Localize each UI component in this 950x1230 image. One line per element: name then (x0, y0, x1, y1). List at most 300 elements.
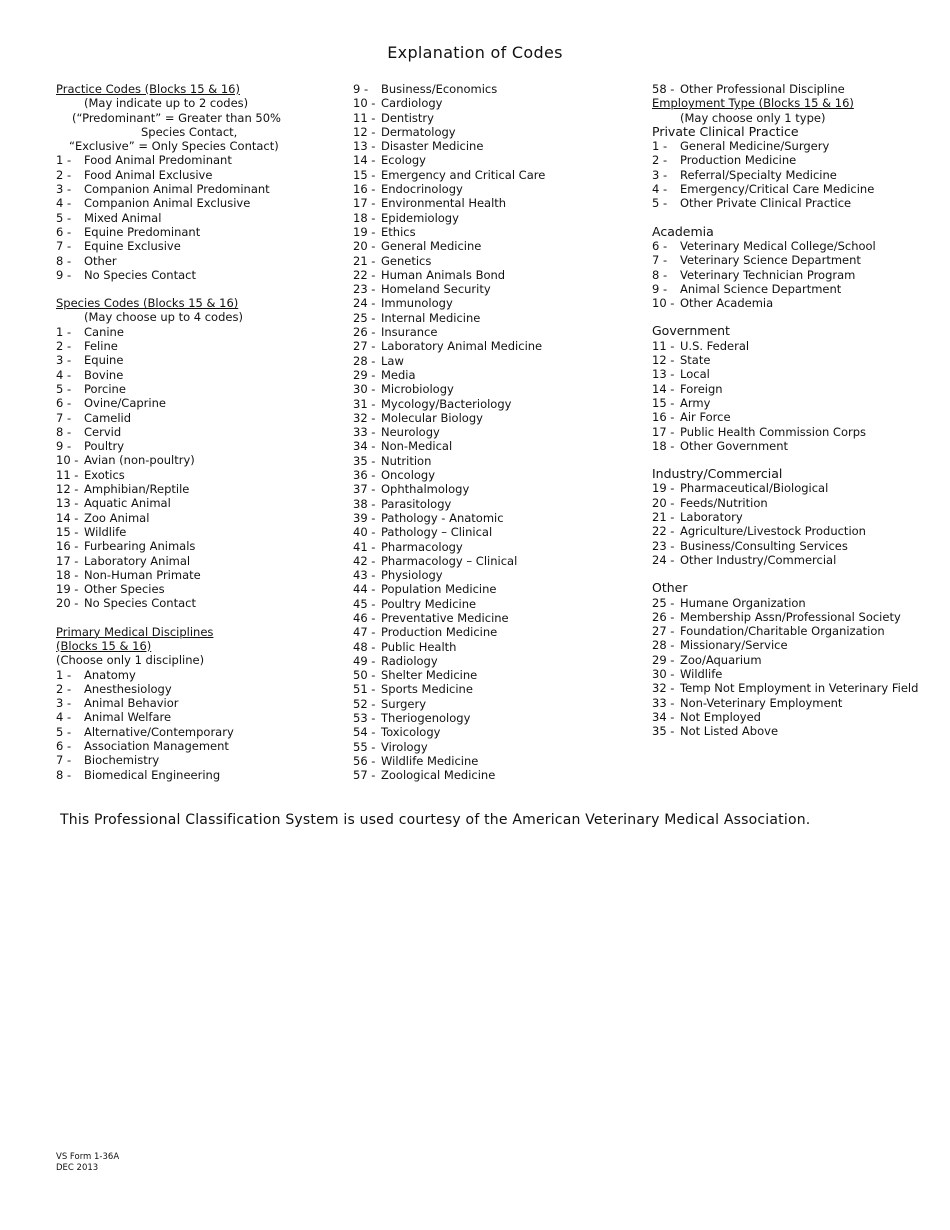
code-number: 35 - (652, 724, 675, 739)
code-label: Feline (84, 339, 118, 354)
code-number: 50 - (353, 668, 376, 683)
code-label: Anatomy (84, 667, 136, 682)
code-item (652, 139, 937, 153)
code-item (652, 410, 937, 424)
code-item (353, 282, 638, 296)
practice-note: Species Contact, (141, 124, 238, 139)
code-label: Pharmacology (381, 539, 463, 554)
code-item (652, 596, 937, 610)
code-number: 22 - (353, 267, 376, 282)
code-number: 8 - (652, 267, 668, 282)
employment-header: Employment Type (Blocks 15 & 16) (652, 96, 854, 111)
code-number: 27 - (652, 624, 675, 639)
code-number: 28 - (353, 353, 376, 368)
code-number: 32 - (652, 681, 675, 696)
code-number: 40 - (353, 525, 376, 540)
code-item (353, 540, 638, 554)
code-label: Virology (381, 739, 428, 754)
code-label: Shelter Medicine (381, 668, 478, 683)
code-label: Mixed Animal (84, 210, 162, 225)
code-item (56, 753, 331, 767)
code-item (56, 468, 331, 482)
code-item (56, 211, 331, 225)
species-codes-list (56, 325, 331, 611)
code-number: 1 - (652, 139, 668, 154)
code-item (353, 439, 638, 453)
code-item (652, 496, 937, 510)
code-item (353, 111, 638, 125)
code-item (56, 425, 331, 439)
code-item (353, 311, 638, 325)
code-label: Zoological Medicine (381, 768, 496, 783)
code-item (353, 354, 638, 368)
code-number: 14 - (652, 381, 675, 396)
code-number: 9 - (56, 439, 72, 454)
code-item (353, 454, 638, 468)
code-label: Cervid (84, 424, 122, 439)
form-date: DEC 2013 (56, 1163, 99, 1173)
code-item (56, 511, 331, 525)
code-number: 7 - (56, 753, 72, 768)
code-number: 21 - (652, 510, 675, 525)
code-label: Pharmaceutical/Biological (680, 481, 829, 496)
code-item (56, 182, 331, 196)
code-number: 16 - (652, 410, 675, 425)
code-label: Insurance (381, 325, 438, 340)
code-item (353, 397, 638, 411)
code-number: 24 - (652, 552, 675, 567)
code-label: Feeds/Nutrition (680, 495, 768, 510)
code-item (353, 525, 638, 539)
code-label: Oncology (381, 468, 436, 483)
code-label: Biomedical Engineering (84, 767, 221, 782)
code-number: 18 - (652, 438, 675, 453)
code-number: 26 - (353, 325, 376, 340)
code-label: Humane Organization (680, 595, 806, 610)
code-item (353, 682, 638, 696)
code-label: Missionary/Service (680, 638, 788, 653)
code-item (652, 638, 937, 652)
code-number: 4 - (652, 182, 668, 197)
code-label: Food Animal Exclusive (84, 167, 213, 182)
code-label: Bovine (84, 367, 124, 382)
code-label: Surgery (381, 696, 427, 711)
code-number: 35 - (353, 453, 376, 468)
code-label: Other Industry/Commercial (680, 552, 837, 567)
species-note: (May choose up to 4 codes) (84, 310, 243, 325)
code-label: Referral/Specialty Medicine (680, 167, 837, 182)
code-label: Local (680, 367, 710, 382)
code-label: Emergency/Critical Care Medicine (680, 182, 875, 197)
code-label: Ethics (381, 224, 416, 239)
code-number: 14 - (353, 153, 376, 168)
code-label: Pathology - Anatomic (381, 510, 504, 525)
code-label: Disaster Medicine (381, 139, 484, 154)
code-label: Animal Science Department (680, 281, 842, 296)
code-label: Foreign (680, 381, 723, 396)
column-1 (56, 82, 331, 782)
employment-group-title: Government (652, 323, 730, 339)
code-number: 26 - (652, 609, 675, 624)
code-label: Temp Not Employment in Veterinary Field (680, 681, 919, 696)
code-item (353, 611, 638, 625)
code-number: 12 - (56, 482, 79, 497)
disciplines-note: (Choose only 1 discipline) (56, 653, 205, 668)
code-number: 12 - (353, 124, 376, 139)
code-number: 19 - (652, 481, 675, 496)
employment-group-title: Other (652, 580, 688, 596)
code-label: Other Academia (680, 296, 774, 311)
code-item (353, 668, 638, 682)
code-number: 24 - (353, 296, 376, 311)
code-label: Companion Animal Exclusive (84, 196, 251, 211)
code-number: 58 - (652, 82, 675, 96)
code-item (652, 282, 937, 296)
code-item (652, 510, 937, 524)
code-number: 41 - (353, 539, 376, 554)
code-label: Equine Exclusive (84, 239, 181, 254)
code-number: 29 - (353, 367, 376, 382)
column-2 (353, 82, 638, 783)
code-label: General Medicine/Surgery (680, 139, 830, 154)
code-item (353, 196, 638, 210)
code-label: Business/Consulting Services (680, 538, 848, 553)
disciplines-list-part-2 (353, 82, 638, 783)
code-item (353, 425, 638, 439)
code-item (353, 468, 638, 482)
code-item (56, 696, 331, 710)
code-number: 11 - (652, 338, 675, 353)
code-number: 9 - (56, 267, 72, 282)
code-number: 8 - (56, 767, 72, 782)
code-item (353, 711, 638, 725)
code-item (353, 768, 638, 782)
code-label: Animal Welfare (84, 710, 172, 725)
code-label: Ovine/Caprine (84, 396, 166, 411)
practice-codes-header: Practice Codes (Blocks 15 & 16) (56, 82, 240, 96)
code-label: Physiology (381, 568, 443, 583)
code-label: Parasitology (381, 496, 452, 511)
code-label: Air Force (680, 410, 731, 425)
code-label: General Medicine (381, 239, 482, 254)
code-number: 7 - (56, 410, 72, 425)
code-item (652, 553, 937, 567)
disciplines-section (56, 625, 331, 782)
code-item (353, 168, 638, 182)
code-number: 17 - (353, 196, 376, 211)
code-label: Other Private Clinical Practice (680, 196, 852, 211)
code-number: 3 - (652, 167, 668, 182)
disciplines-header: Primary Medical Disciplines (56, 624, 214, 639)
code-number: 17 - (56, 553, 79, 568)
code-item (652, 710, 937, 724)
courtesy-note: This Professional Classification System is used courtesy of the American Veterinary Medical Association. (60, 812, 811, 828)
code-item (56, 368, 331, 382)
code-item (353, 254, 638, 268)
code-number: 13 - (353, 139, 376, 154)
code-item (652, 724, 937, 738)
code-number: 6 - (56, 224, 72, 239)
code-number: 16 - (56, 539, 79, 554)
code-number: 10 - (353, 96, 376, 111)
code-label: Food Animal Predominant (84, 153, 232, 168)
code-number: 25 - (353, 310, 376, 325)
code-number: 1 - (56, 667, 72, 682)
code-item (353, 339, 638, 353)
code-label: Canine (84, 324, 124, 339)
employment-section (652, 96, 937, 738)
code-item (56, 168, 331, 182)
code-label: Pharmacology – Clinical (381, 553, 518, 568)
code-number: 21 - (353, 253, 376, 268)
code-label: Laboratory Animal Medicine (381, 339, 543, 354)
code-label: Furbearing Animals (84, 539, 196, 554)
code-label: Neurology (381, 425, 440, 440)
code-label: Media (381, 367, 416, 382)
code-item (353, 96, 638, 110)
practice-codes-list (56, 153, 331, 282)
code-label: Camelid (84, 410, 132, 425)
code-number: 5 - (56, 381, 72, 396)
code-item (56, 496, 331, 510)
code-item (56, 539, 331, 553)
code-item (56, 411, 331, 425)
code-label: Not Employed (680, 709, 761, 724)
code-label: Theriogenology (381, 711, 471, 726)
code-number: 34 - (353, 439, 376, 454)
code-label: Cardiology (381, 96, 443, 111)
code-item (56, 682, 331, 696)
code-item (652, 153, 937, 167)
code-item (56, 325, 331, 339)
code-number: 39 - (353, 510, 376, 525)
code-number: 5 - (56, 210, 72, 225)
code-item (353, 640, 638, 654)
code-label: Homeland Security (381, 282, 491, 297)
code-label: Equine Predominant (84, 224, 201, 239)
code-number: 27 - (353, 339, 376, 354)
code-item (353, 296, 638, 310)
code-number: 56 - (353, 753, 376, 768)
code-label: Veterinary Medical College/School (680, 238, 876, 253)
code-label: Endocrinology (381, 182, 463, 197)
code-label: Wildlife Medicine (381, 753, 479, 768)
code-label: Microbiology (381, 382, 454, 397)
code-label: Dermatology (381, 124, 456, 139)
code-label: Law (381, 353, 404, 368)
code-number: 34 - (652, 709, 675, 724)
code-label: Foundation/Charitable Organization (680, 624, 885, 639)
code-number: 8 - (56, 424, 72, 439)
code-label: Human Animals Bond (381, 267, 506, 282)
code-item (353, 239, 638, 253)
code-item (353, 554, 638, 568)
code-number: 53 - (353, 711, 376, 726)
code-number: 8 - (56, 253, 72, 268)
code-number: 11 - (56, 467, 79, 482)
code-item (353, 482, 638, 496)
code-label: Business/Economics (381, 82, 498, 96)
code-number: 54 - (353, 725, 376, 740)
code-label: Not Listed Above (680, 724, 779, 739)
code-number: 7 - (56, 239, 72, 254)
code-label: Genetics (381, 253, 432, 268)
code-label: Equine (84, 353, 124, 368)
code-number: 15 - (652, 395, 675, 410)
code-item (353, 511, 638, 525)
code-label: Other Professional Discipline (680, 82, 845, 96)
code-number: 37 - (353, 482, 376, 497)
code-label: Avian (non-poultry) (84, 453, 195, 468)
code-number: 28 - (652, 638, 675, 653)
code-label: Association Management (84, 739, 229, 754)
code-number: 51 - (353, 682, 376, 697)
code-item (652, 82, 937, 96)
code-number: 3 - (56, 353, 72, 368)
code-label: Ecology (381, 153, 426, 168)
code-number: 9 - (353, 82, 369, 96)
code-item (56, 268, 331, 282)
code-number: 5 - (56, 724, 72, 739)
code-item (652, 196, 937, 210)
code-number: 7 - (652, 253, 668, 268)
code-item (56, 710, 331, 724)
code-number: 1 - (56, 324, 72, 339)
code-number: 6 - (652, 238, 668, 253)
code-label: Mycology/Bacteriology (381, 396, 512, 411)
code-item (353, 725, 638, 739)
code-item (353, 497, 638, 511)
code-number: 15 - (56, 524, 79, 539)
code-number: 19 - (353, 224, 376, 239)
code-number: 10 - (56, 453, 79, 468)
employment-group-title: Industry/Commercial (652, 466, 783, 482)
code-item (56, 239, 331, 253)
code-number: 9 - (652, 281, 668, 296)
code-number: 23 - (353, 282, 376, 297)
code-item (652, 667, 937, 681)
code-label: Army (680, 395, 711, 410)
code-label: Biochemistry (84, 753, 160, 768)
code-item (56, 382, 331, 396)
code-item (353, 697, 638, 711)
disciplines-header-blocks: (Blocks 15 & 16) (56, 638, 152, 653)
code-number: 48 - (353, 639, 376, 654)
employment-groups (652, 125, 937, 739)
code-number: 55 - (353, 739, 376, 754)
code-number: 6 - (56, 739, 72, 754)
code-item (353, 625, 638, 639)
code-number: 3 - (56, 182, 72, 197)
code-item (353, 597, 638, 611)
code-item (652, 182, 937, 196)
code-label: Porcine (84, 381, 126, 396)
code-label: Radiology (381, 653, 438, 668)
code-item (56, 768, 331, 782)
code-item (652, 268, 937, 282)
column-3 (652, 82, 937, 738)
code-label: Poultry (84, 439, 125, 454)
form-identifier (56, 1152, 119, 1174)
code-item (56, 668, 331, 682)
code-number: 5 - (652, 196, 668, 211)
code-number: 4 - (56, 367, 72, 382)
code-label: U.S. Federal (680, 338, 750, 353)
code-item (652, 524, 937, 538)
code-label: Ophthalmology (381, 482, 470, 497)
code-item (353, 211, 638, 225)
code-number: 31 - (353, 396, 376, 411)
code-label: Wildlife (84, 524, 127, 539)
practice-note: “Exclusive” = Only Species Contact) (69, 139, 279, 154)
code-number: 17 - (652, 424, 675, 439)
code-number: 12 - (652, 353, 675, 368)
code-number: 25 - (652, 595, 675, 610)
code-number: 6 - (56, 396, 72, 411)
code-number: 43 - (353, 568, 376, 583)
code-number: 49 - (353, 653, 376, 668)
species-codes-header: Species Codes (Blocks 15 & 16) (56, 296, 239, 311)
code-number: 4 - (56, 710, 72, 725)
code-number: 33 - (652, 695, 675, 710)
code-number: 52 - (353, 696, 376, 711)
code-item (652, 396, 937, 410)
code-number: 29 - (652, 652, 675, 667)
code-item (56, 254, 331, 268)
code-item (56, 568, 331, 582)
code-item (56, 725, 331, 739)
code-number: 47 - (353, 625, 376, 640)
code-number: 36 - (353, 468, 376, 483)
form-number: VS Form 1-36A (56, 1152, 120, 1162)
code-number: 46 - (353, 610, 376, 625)
disciplines-list-part-1 (56, 668, 331, 782)
code-number: 15 - (353, 167, 376, 182)
code-label: Public Health Commission Corps (680, 424, 867, 439)
code-label: No Species Contact (84, 596, 196, 611)
code-item (353, 382, 638, 396)
code-item (652, 481, 937, 495)
code-number: 33 - (353, 425, 376, 440)
code-item (56, 196, 331, 210)
code-item (353, 368, 638, 382)
code-item (56, 596, 331, 610)
disciplines-list-part-3 (652, 82, 937, 96)
code-number: 2 - (56, 681, 72, 696)
code-item (56, 525, 331, 539)
code-item (652, 439, 937, 453)
code-label: Companion Animal Predominant (84, 182, 270, 197)
code-item (652, 425, 937, 439)
code-label: Environmental Health (381, 196, 507, 211)
code-number: 20 - (353, 239, 376, 254)
code-item (353, 754, 638, 768)
code-label: Veterinary Technician Program (680, 267, 856, 282)
code-item (353, 225, 638, 239)
practice-note: (“Predominant” = Greater than 50% (72, 110, 281, 125)
code-number: 30 - (353, 382, 376, 397)
code-item (652, 653, 937, 667)
code-item (56, 439, 331, 453)
code-item (652, 239, 937, 253)
code-label: Non-Medical (381, 439, 453, 454)
code-item (353, 139, 638, 153)
code-number: 22 - (652, 524, 675, 539)
practice-codes-section (56, 82, 331, 282)
code-label: Other Government (680, 438, 789, 453)
code-number: 3 - (56, 696, 72, 711)
code-label: Emergency and Critical Care (381, 167, 546, 182)
